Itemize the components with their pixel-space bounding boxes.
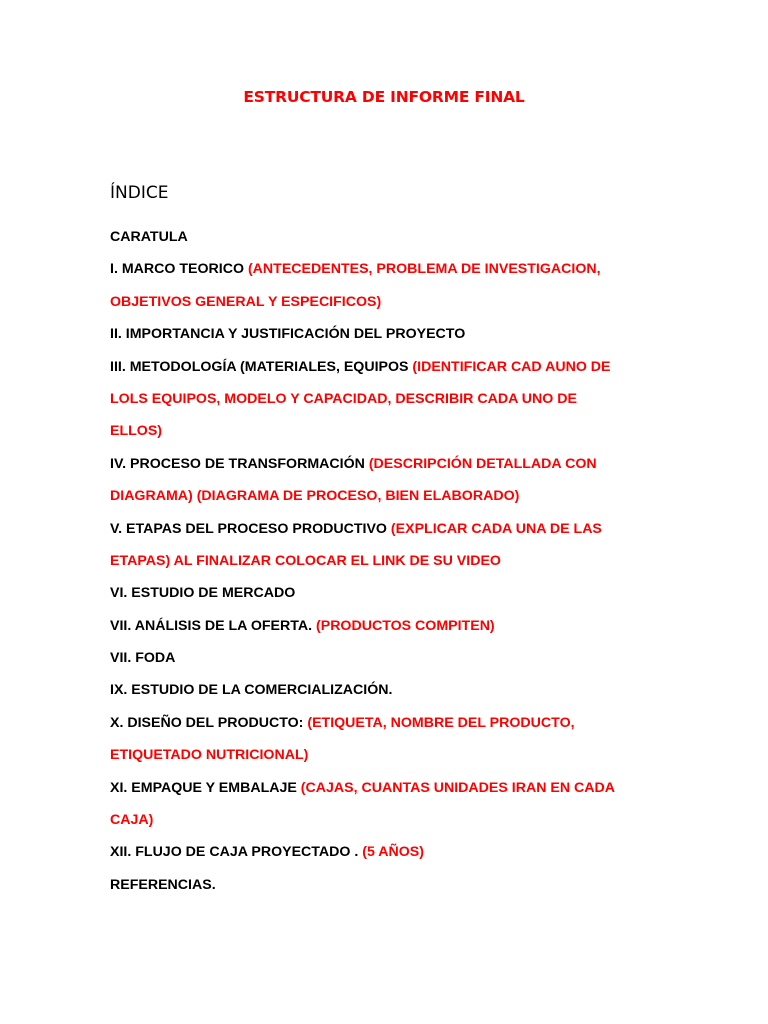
toc-line: [110, 550, 670, 582]
toc-line: [110, 291, 670, 323]
toc-line-note: LOLS EQUIPOS, MODELO Y CAPACIDAD, DESCRIBIR CADA UNO DE: [110, 390, 577, 407]
toc-line-text: IV. PROCESO DE TRANSFORMACIÓN: [110, 455, 369, 472]
toc-line-text: VII. ANÁLISIS DE LA OFERTA.: [110, 617, 316, 634]
toc-line-text: CARATULA: [110, 229, 188, 245]
toc-line-note: (DESCRIPCIÓN DETALLADA CON: [368, 455, 597, 472]
toc-line: [110, 356, 670, 388]
toc-line-note: (5 AÑOS): [362, 844, 424, 861]
toc-line-text: X. DISEÑO DEL PRODUCTO:: [110, 714, 308, 731]
toc-line: [110, 485, 670, 517]
toc-line: [110, 388, 670, 420]
toc-line-text: II. IMPORTANCIA Y JUSTIFICACIÓN DEL PROYECTO: [110, 326, 466, 343]
toc-line-text: XI. EMPAQUE Y EMBALAJE: [110, 779, 301, 796]
toc-line-note: (IDENTIFICAR CAD AUNO DE: [412, 358, 611, 375]
toc-line: [110, 777, 670, 809]
toc-line: [110, 453, 670, 485]
toc-line-text: VI. ESTUDIO DE MERCADO: [110, 585, 296, 602]
toc-line: [110, 518, 670, 550]
toc-line: [110, 744, 670, 776]
toc-line: [110, 841, 670, 873]
toc-line: [110, 679, 670, 711]
toc-line: [110, 420, 670, 452]
toc-line-text: I. MARCO TEORICO: [110, 261, 248, 278]
toc-line-note: ETAPAS) AL FINALIZAR COLOCAR EL LINK DE SU VIDEO: [110, 552, 501, 569]
toc-line: [110, 647, 670, 679]
toc-line-text: IX. ESTUDIO DE LA COMERCIALIZACIÓN.: [110, 682, 393, 699]
toc-line-note: (ETIQUETA, NOMBRE DEL PRODUCTO,: [307, 714, 575, 731]
toc-line-text: VII. FODA: [110, 650, 176, 667]
toc-line-note: ELLOS): [110, 423, 163, 440]
toc-line: [110, 582, 670, 614]
toc-line: [110, 874, 670, 906]
toc-line-text: REFERENCIAS.: [110, 876, 216, 893]
toc-line-note: OBJETIVOS GENERAL Y ESPECIFICOS): [110, 293, 382, 310]
toc-line-note: CAJA): [110, 812, 154, 829]
toc-line: [110, 615, 670, 647]
toc-line: [110, 258, 670, 290]
toc-line: [110, 323, 670, 355]
toc-line-text: XII. FLUJO DE CAJA PROYECTADO .: [110, 844, 363, 861]
table-of-contents: [110, 226, 670, 906]
toc-line-note: (PRODUCTOS COMPITEN): [316, 617, 495, 634]
toc-line-note: (EXPLICAR CADA UNA DE LAS: [390, 520, 602, 537]
index-heading: ÍNDICE: [110, 183, 169, 203]
toc-line: [110, 226, 670, 258]
toc-line-text: V. ETAPAS DEL PROCESO PRODUCTIVO: [110, 520, 391, 537]
toc-line-note: ETIQUETADO NUTRICIONAL): [110, 747, 309, 764]
toc-line-note: (ANTECEDENTES, PROBLEMA DE INVESTIGACION,: [247, 261, 601, 278]
document-title: ESTRUCTURA DE INFORME FINAL: [243, 88, 525, 106]
toc-line: [110, 712, 670, 744]
toc-line: [110, 809, 670, 841]
toc-line-text: III. METODOLOGÍA (MATERIALES, EQUIPOS: [110, 358, 413, 375]
toc-line-note: (CAJAS, CUANTAS UNIDADES IRAN EN CADA: [300, 779, 616, 796]
toc-line-note: DIAGRAMA) (DIAGRAMA DE PROCESO, BIEN ELABORADO): [110, 488, 520, 505]
